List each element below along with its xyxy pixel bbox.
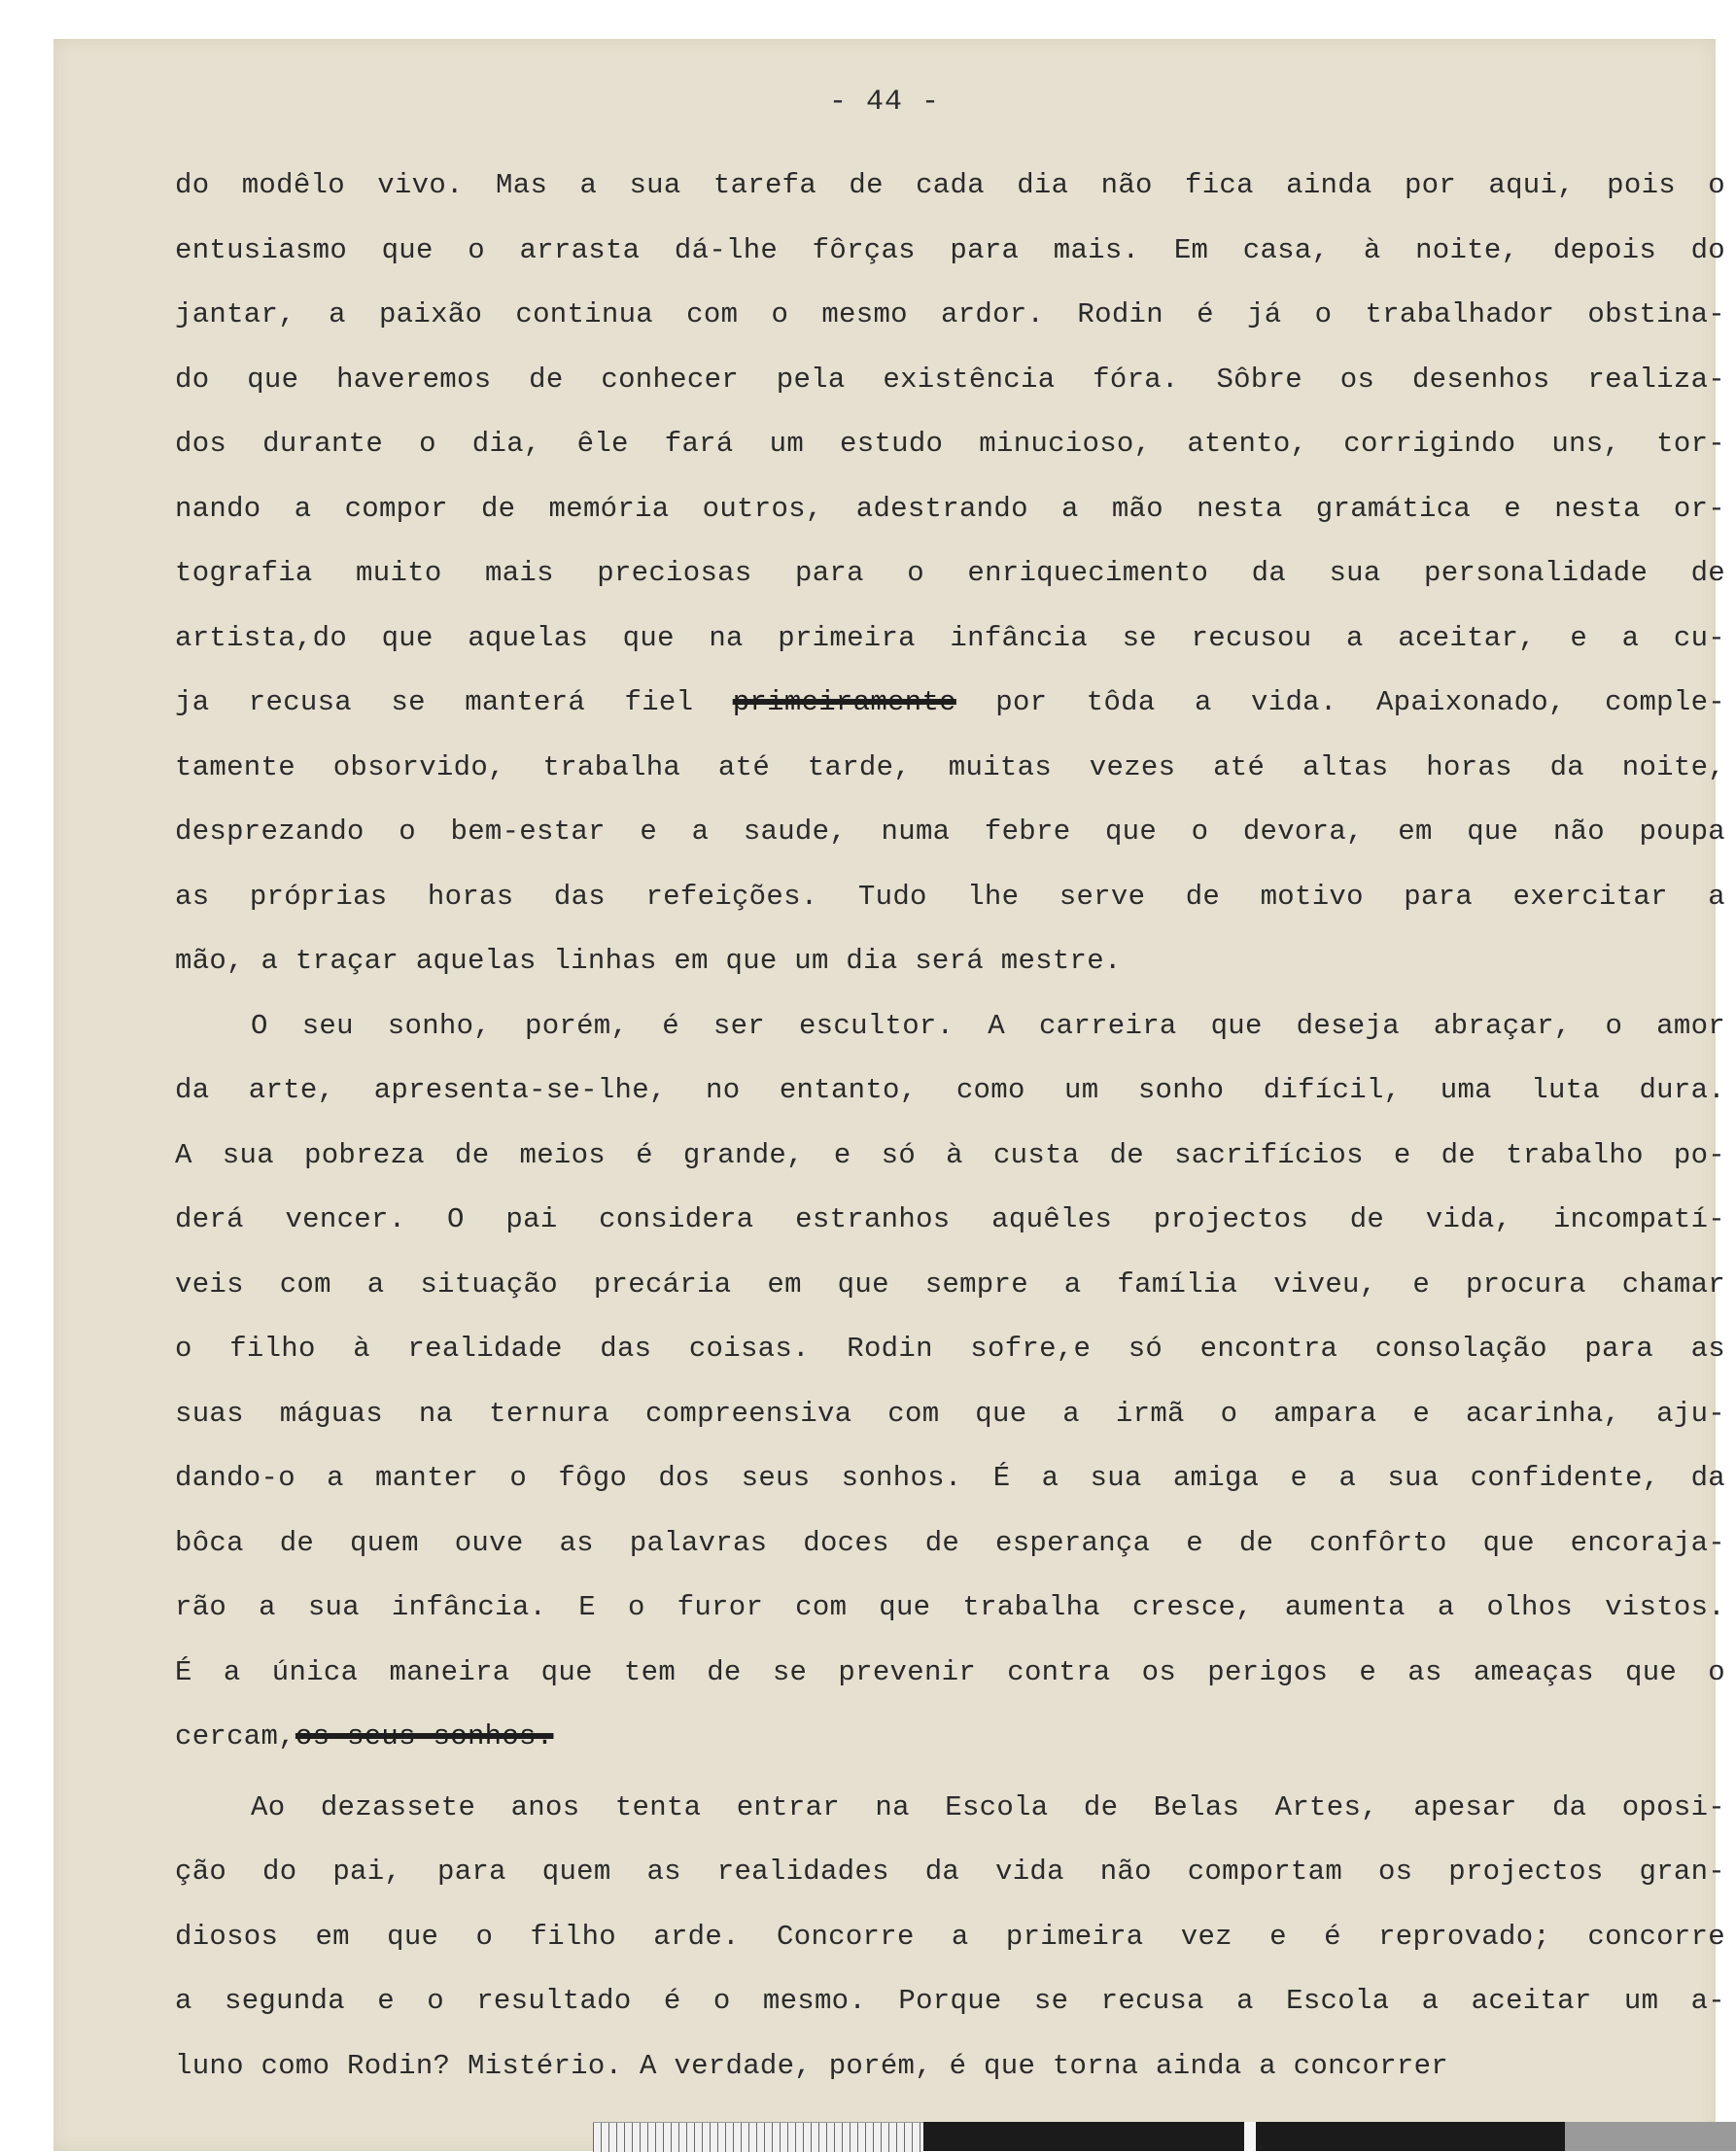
text-line: bôca de quem ouve as palavras doces de esperança e de confôrto que encoraja- [175, 1526, 1725, 1559]
text-line: diosos em que o filho arde. Concorre a primeira vez e é reprovado; concorre [175, 1920, 1725, 1953]
measurement-ruler [593, 2122, 923, 2152]
white-swatch [1244, 2122, 1256, 2151]
text-line: entusiasmo que o arrasta dá-lhe fôrças para mais. Em casa, à noite, depois do [175, 233, 1725, 266]
text-line: as próprias horas das refeições. Tudo lhe serve de motivo para exercitar a [175, 880, 1725, 913]
text-line: ção do pai, para quem as realidades da vida não comportam os projectos gran- [175, 1856, 1725, 1888]
struck-out-words: os seus sonhos. [295, 1720, 554, 1753]
text-fragment: por tôda a vida. Apaixonado, comple- [995, 686, 1725, 718]
text-line: O seu sonho, porém, é ser escultor. A carreira que deseja abraçar, o amor [251, 1009, 1725, 1042]
black-swatch [923, 2122, 1244, 2151]
text-line-with-strikeout [175, 671, 1725, 736]
color-calibration-bar [593, 2122, 1736, 2151]
text-line: luno como Rodin? Mistério. A verdade, porém, é que torna ainda a concorrer [175, 2049, 1449, 2082]
text-line: a segunda e o resultado é o mesmo. Porque se recusa a Escola a aceitar um a- [175, 1985, 1725, 2017]
text-line: rão a sua infância. E o furor com que trabalha cresce, aumenta a olhos vistos. [175, 1591, 1725, 1623]
text-line: tografia muito mais preciosas para o enriquecimento da sua personalidade de [175, 557, 1725, 589]
text-line: A sua pobreza de meios é grande, e só à custa de sacrifícios e de trabalho po- [175, 1138, 1725, 1171]
text-fragment: ja recusa se manterá fiel [175, 686, 694, 718]
text-line: o filho à realidade das coisas. Rodin sofre,e só encontra consolação para as [175, 1333, 1725, 1365]
page-number: - 44 - [828, 86, 941, 119]
text-line-with-strikeout [175, 1705, 1725, 1770]
text-line: É a única maneira que tem de se prevenir contra os perigos e as ameaças que o [175, 1655, 1725, 1688]
text-fragment: cercam, [175, 1720, 295, 1753]
text-line: veis com a situação precária em que sempre a família viveu, e procura chamar [175, 1267, 1725, 1301]
struck-out-word: primeiramente [732, 686, 956, 718]
text-line: do que haveremos de conhecer pela existência fóra. Sôbre os desenhos realiza- [175, 363, 1725, 396]
text-line: jantar, a paixão continua com o mesmo ardor. Rodin é já o trabalhador obstina- [175, 298, 1725, 330]
text-line: dos durante o dia, êle fará um estudo minucioso, atento, corrigindo uns, tor- [175, 428, 1725, 460]
text-line: suas máguas na ternura compreensiva com que a irmã o ampara e acarinha, aju- [175, 1397, 1725, 1430]
text-line: desprezando o bem-estar e a saude, numa febre que o devora, em que não poupa [175, 816, 1725, 848]
text-line: artista,do que aquelas que na primeira infância se recusou a aceitar, e a cu- [175, 621, 1725, 654]
text-line: tamente obsorvido, trabalha até tarde, muitas vezes até altas horas da noite, [175, 750, 1725, 783]
typed-page [53, 39, 1725, 2151]
text-line: do modêlo vivo. Mas a sua tarefa de cada dia não fica ainda por aqui, pois o [175, 169, 1725, 201]
text-line: derá vencer. O pai considera estranhos aquêles projectos de vida, incompatí- [175, 1203, 1725, 1235]
text-line: Ao dezassete anos tenta entrar na Escola de Belas Artes, apesar da oposi- [251, 1790, 1725, 1823]
text-line: mão, a traçar aquelas linhas em que um dia será mestre. [175, 945, 1122, 977]
grey-swatch [1565, 2122, 1736, 2151]
body-text [175, 154, 1725, 2099]
text-line: nando a compor de memória outros, adestrando a mão nesta gramática e nesta or- [175, 492, 1725, 525]
black-swatch [1256, 2122, 1565, 2151]
text-line: da arte, apresenta-se-lhe, no entanto, como um sonho difícil, uma luta dura. [175, 1074, 1725, 1106]
text-line: dando-o a manter o fôgo dos seus sonhos. É a sua amiga e a sua confidente, da [175, 1462, 1725, 1494]
